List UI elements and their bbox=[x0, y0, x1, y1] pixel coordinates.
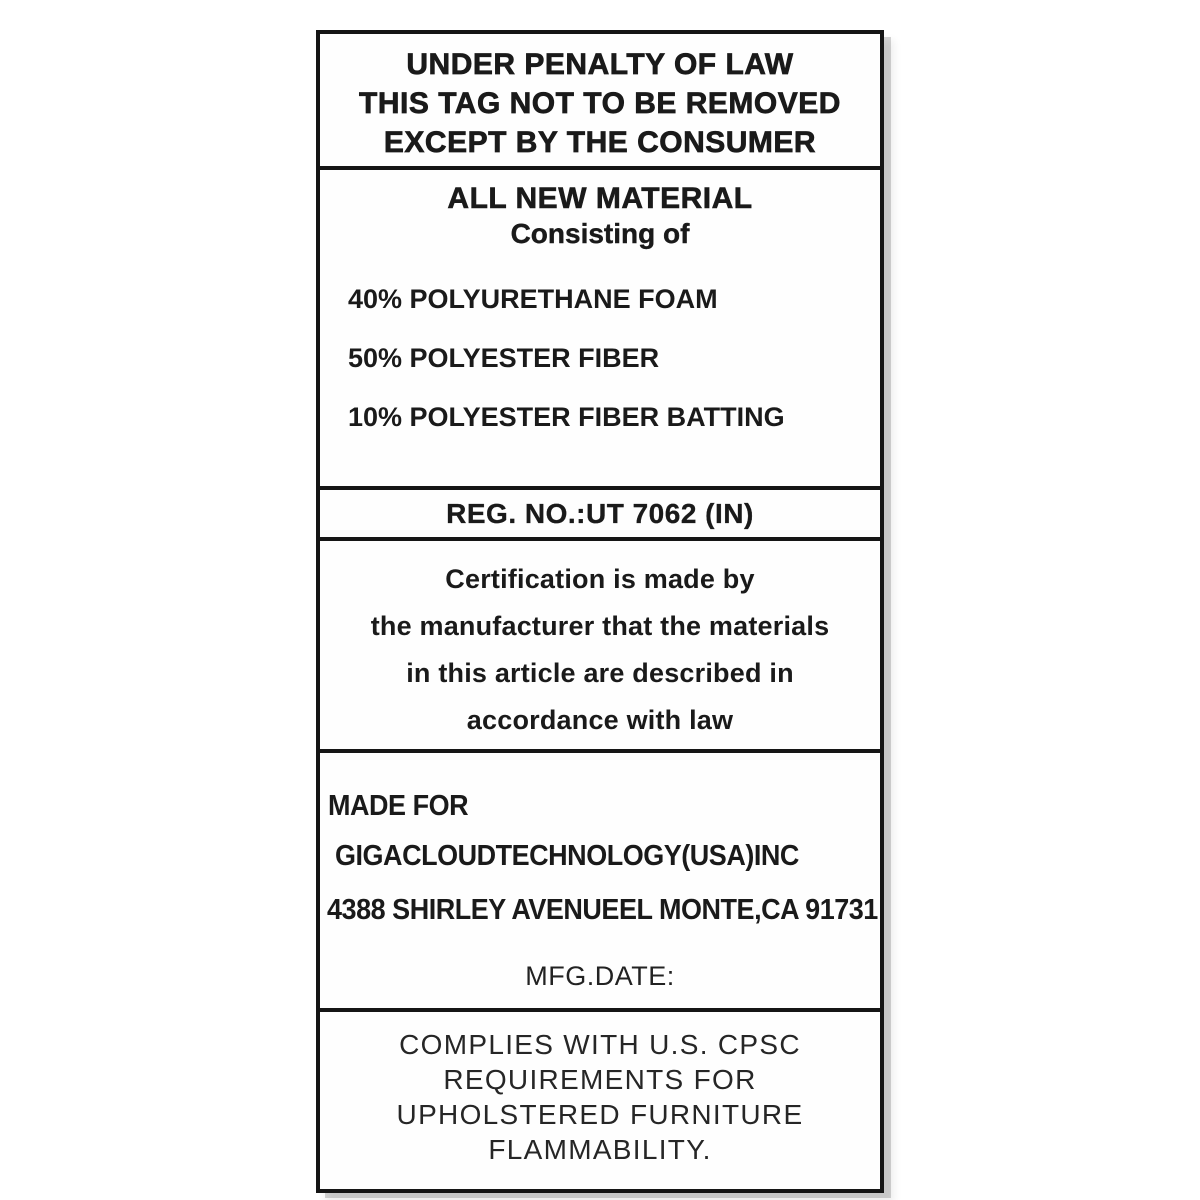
materials-section bbox=[320, 170, 880, 490]
material-item-1: 40% POLYURETHANE FOAM bbox=[348, 284, 718, 314]
law-label bbox=[316, 30, 884, 1193]
certification-section bbox=[320, 541, 880, 753]
compliance-section bbox=[320, 1012, 880, 1189]
penalty-line-1: UNDER PENALTY OF LAW bbox=[406, 48, 794, 81]
penalty-header-section bbox=[320, 34, 880, 170]
cert-line-1: Certification is made by bbox=[445, 564, 755, 594]
compliance-line-1: COMPLIES WITH U.S. CPSC bbox=[399, 1029, 801, 1060]
reg-no-section bbox=[320, 490, 880, 541]
compliance-line-4: FLAMMABILITY. bbox=[488, 1134, 712, 1165]
material-item-3: 10% POLYESTER FIBER BATTING bbox=[348, 402, 785, 432]
made-for-address: 4388 SHIRLEY AVENUEEL MONTE,CA 91731 bbox=[327, 894, 878, 926]
materials-subtitle: Consisting of bbox=[510, 218, 690, 249]
materials-title: ALL NEW MATERIAL bbox=[447, 182, 753, 215]
made-for-company: GIGACLOUDTECHNOLOGY(USA)INC bbox=[335, 840, 799, 872]
materials-list bbox=[320, 286, 880, 431]
penalty-line-2: THIS TAG NOT TO BE REMOVED bbox=[359, 87, 841, 120]
material-item-2: 50% POLYESTER FIBER bbox=[348, 343, 660, 373]
cert-line-3: in this article are described in bbox=[406, 658, 794, 688]
mfg-date-label: MFG.DATE: bbox=[525, 961, 675, 991]
compliance-line-3: UPHOLSTERED FURNITURE bbox=[396, 1099, 804, 1130]
compliance-line-2: REQUIREMENTS FOR bbox=[443, 1064, 757, 1095]
reg-no-text: REG. NO.:UT 7062 (IN) bbox=[446, 497, 754, 529]
penalty-line-3: EXCEPT BY THE CONSUMER bbox=[383, 126, 817, 159]
made-for-section bbox=[320, 753, 880, 1012]
made-for-label: MADE FOR bbox=[328, 790, 469, 822]
cert-line-2: the manufacturer that the materials bbox=[370, 611, 830, 641]
cert-line-4: accordance with law bbox=[466, 705, 734, 735]
